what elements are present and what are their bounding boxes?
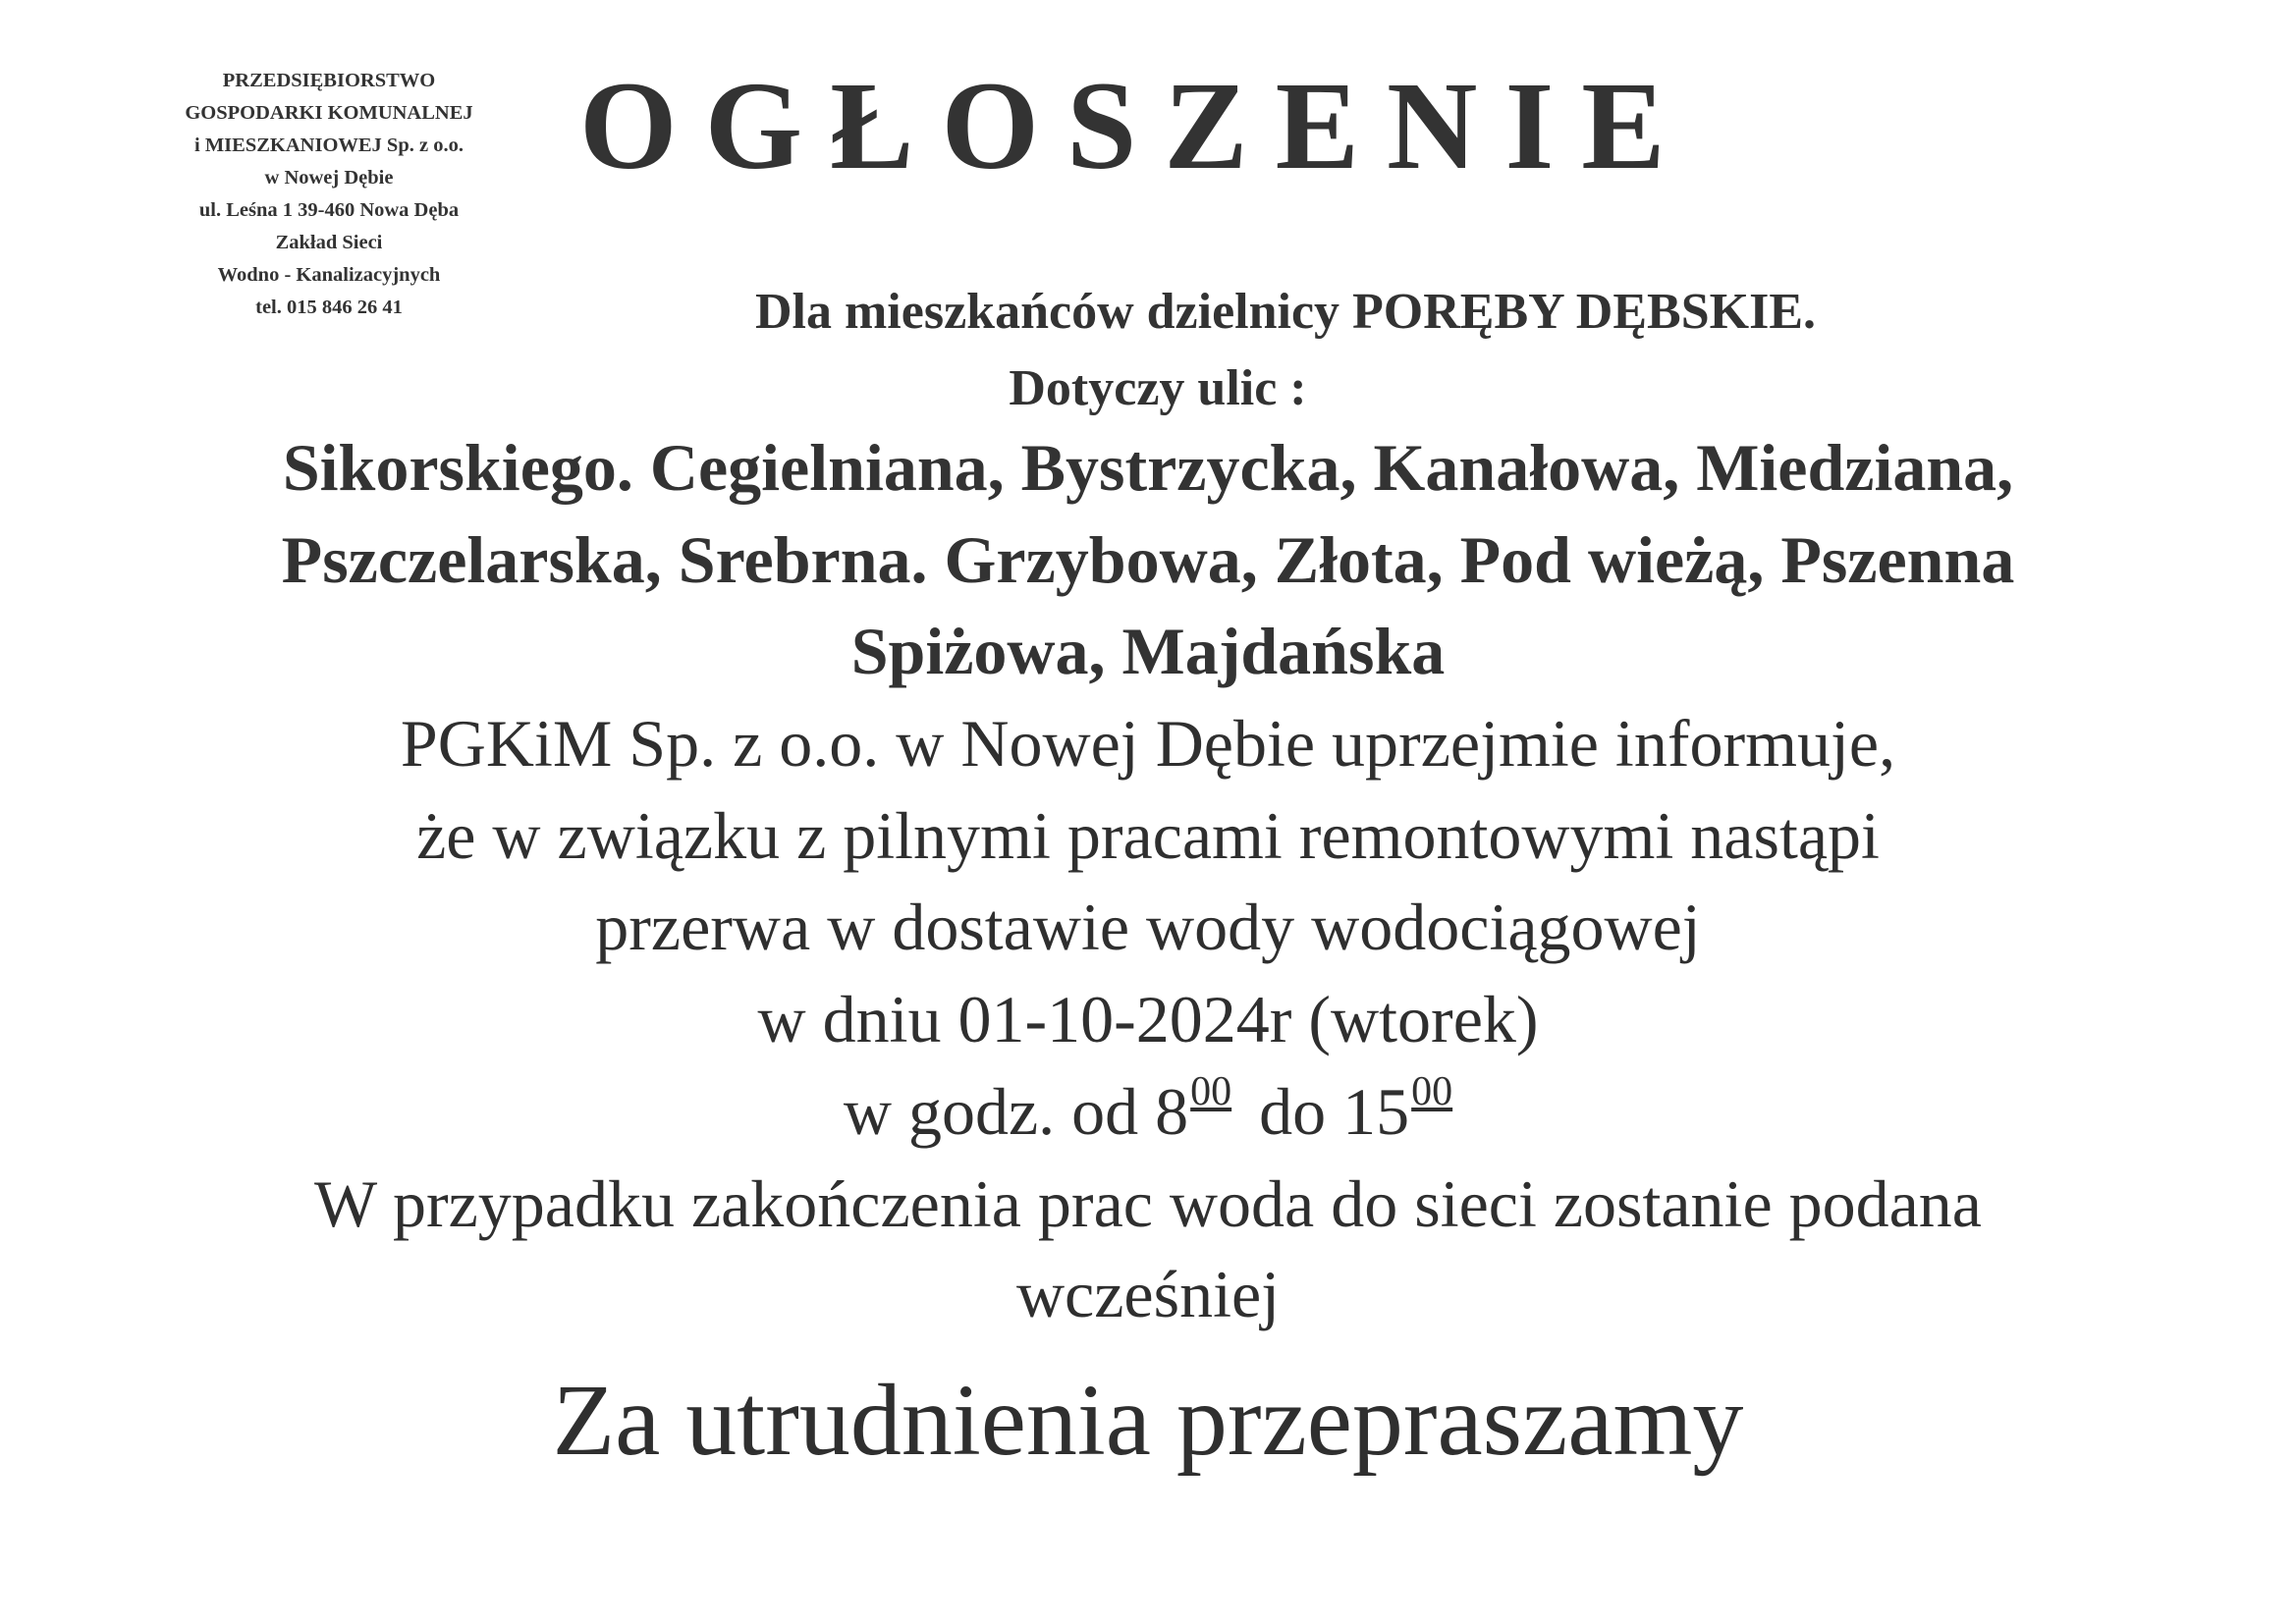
message-line: PGKiM Sp. z o.o. w Nowej Dębie uprzejmie informuje, [400,706,1896,781]
letterhead-line: Zakład Sieci [275,232,383,253]
hours-line [0,1069,2296,1161]
hours-prefix: w godz. od 8 [843,1074,1189,1149]
streets-line: Pszczelarska, Srebrna. Grzybowa, Złota, Pod wieżą, Pszenna [281,522,2015,597]
hours-end-minutes: 00 [1411,1069,1453,1114]
streets-line: Spiżowa, Majdańska [850,614,1446,688]
letterhead-line: PRZEDSIĘBIORSTWO [222,70,436,91]
streets-intro: Dotyczy ulic : [1009,360,1307,416]
note-line: wcześniej [1015,1257,1281,1331]
message-line: przerwa w dostawie wody wodociągowej [595,890,1701,964]
note-line: W przypadku zakończenia prac woda do sieci zostanie podana [313,1166,1982,1241]
hours-middle: do 15 [1259,1074,1410,1149]
message-line: że w związku z pilnymi pracami remontowymi nastąpi [416,798,1880,873]
letterhead-line: tel. 015 846 26 41 [255,297,403,318]
hours-start-minutes: 00 [1190,1069,1232,1114]
announcement-title: OGŁOSZENIE [579,56,1693,195]
apology-line: Za utrudnienia przepraszamy [552,1364,1744,1477]
date-line: w dniu 01-10-2024r (wtorek) [757,982,1539,1056]
letterhead-line: w Nowej Dębie [264,167,394,189]
letterhead-line: i MIESZKANIOWEJ Sp. z o.o. [194,135,464,156]
audience-line: Dla mieszkańców dzielnicy PORĘBY DĘBSKIE. [754,284,1816,340]
streets-line: Sikorskiego. Cegielniana, Bystrzycka, Kanałowa, Miedziana, [282,430,2014,505]
letterhead-line: Wodno - Kanalizacyjnych [217,264,441,286]
letterhead-line: ul. Leśna 1 39-460 Nowa Dęba [198,199,460,221]
letterhead-line: GOSPODARKI KOMUNALNEJ [185,102,473,124]
